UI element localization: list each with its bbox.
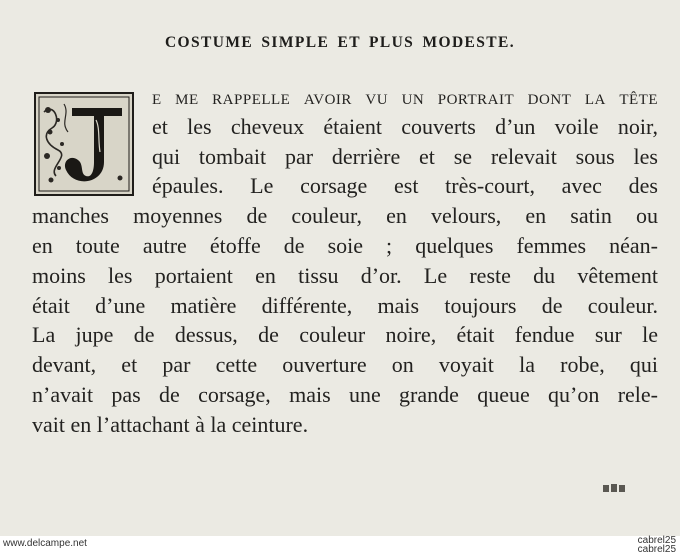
text-line: épaules. Le corsage est très-court, avec des [152, 173, 658, 199]
text-line: en toute autre étoffe de soie ; quelques femmes néan- [32, 232, 658, 258]
text-line: manches moyennes de couleur, en velours, en satin ou [32, 203, 658, 229]
page-number-mark [601, 481, 627, 495]
text-line: devant, et par cette ouverture on voyait la robe, qui [32, 352, 658, 378]
footer-seller-line: cabrel25 [637, 544, 676, 555]
text-line-content: e me rappelle avoir vu un portrait dont la tête [152, 84, 658, 109]
text-line: et les cheveux étaient couverts d’un voile noir, [152, 113, 658, 139]
text-line [32, 82, 658, 112]
body-text [32, 82, 658, 440]
page-heading: COSTUME SIMPLE ET PLUS MODESTE. [164, 34, 516, 51]
text-line: moins les portaient en tissu d’or. Le reste du vêtement [32, 262, 658, 288]
text-line: La jupe de dessus, de couleur noire, était fendue sur le [32, 322, 658, 348]
footer-site-link[interactable]: www.delcampe.net [3, 538, 87, 549]
text-line: qui tombait par derrière et se relevait sous les [152, 143, 658, 169]
text-line: vait en l’attachant à la ceinture. [32, 411, 309, 437]
footer-seller-line: cabrel25 [637, 535, 676, 546]
watermark-footer [0, 536, 680, 554]
text-line: n’avait pas de corsage, mais une grande queue qu’on rele- [32, 381, 658, 407]
text-line: était d’une matière différente, mais toujours de couleur. [32, 292, 658, 318]
footer-seller [638, 536, 676, 554]
